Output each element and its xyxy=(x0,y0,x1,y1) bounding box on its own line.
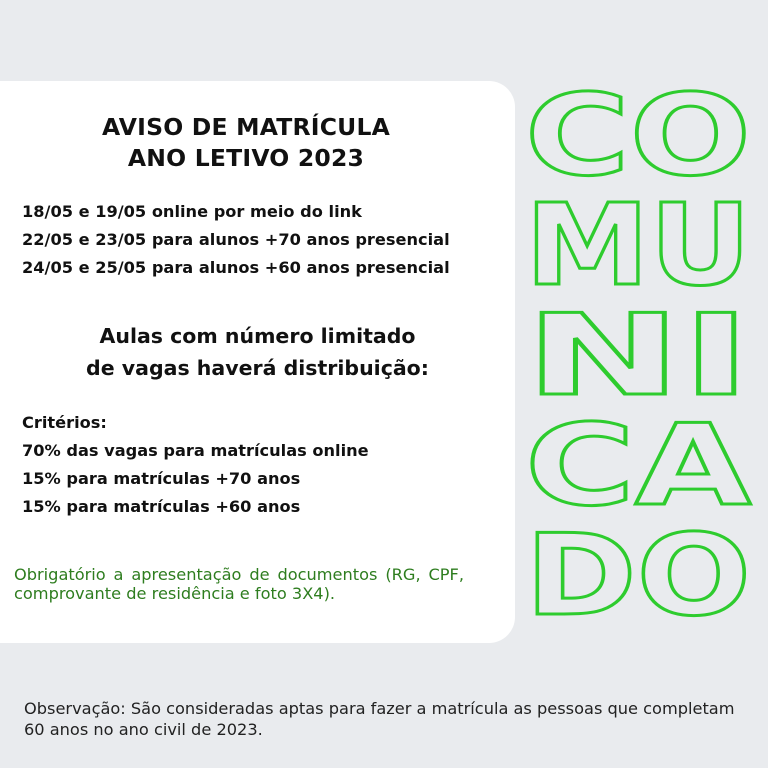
comunicado-row: CA xyxy=(525,401,752,531)
criteria-list xyxy=(22,409,369,521)
comunicado-row: NI xyxy=(525,291,751,421)
subhead-line-2: de vagas haverá distribuição: xyxy=(86,356,429,380)
criteria-item: 70% das vagas para matrículas online xyxy=(22,441,369,460)
comunicado-row: CO xyxy=(525,71,751,201)
limited-vacancies-heading xyxy=(0,320,515,384)
subhead-line-1: Aulas com número limitado xyxy=(99,324,416,348)
comunicado-outline-title xyxy=(518,71,758,641)
comunicado-row: MU xyxy=(525,181,751,311)
title-line-1: AVISO DE MATRÍCULA xyxy=(101,113,391,141)
criteria-item: 15% para matrículas +70 anos xyxy=(22,469,301,488)
date-item: 24/05 e 25/05 para alunos +60 anos presencial xyxy=(22,258,450,277)
criteria-item: 15% para matrículas +60 anos xyxy=(22,497,301,516)
criteria-heading: Critérios: xyxy=(22,413,107,432)
comunicado-graphic xyxy=(518,71,758,641)
page-title xyxy=(0,112,492,174)
date-item: 22/05 e 23/05 para alunos +70 anos presencial xyxy=(22,230,450,249)
observation-note: Observação: São consideradas aptas para fazer a matrícula as pessoas que completam 60 anos no ano civil de 2023. xyxy=(24,699,735,739)
date-item: 18/05 e 19/05 online por meio do link xyxy=(22,202,362,221)
comunicado-row: DO xyxy=(525,511,751,641)
documents-notice: Obrigatório a apresentação de documentos (RG, CPF, comprovante de residência e foto 3X4). xyxy=(14,565,464,603)
title-line-2: ANO LETIVO 2023 xyxy=(127,144,365,172)
enrollment-dates xyxy=(22,198,450,282)
